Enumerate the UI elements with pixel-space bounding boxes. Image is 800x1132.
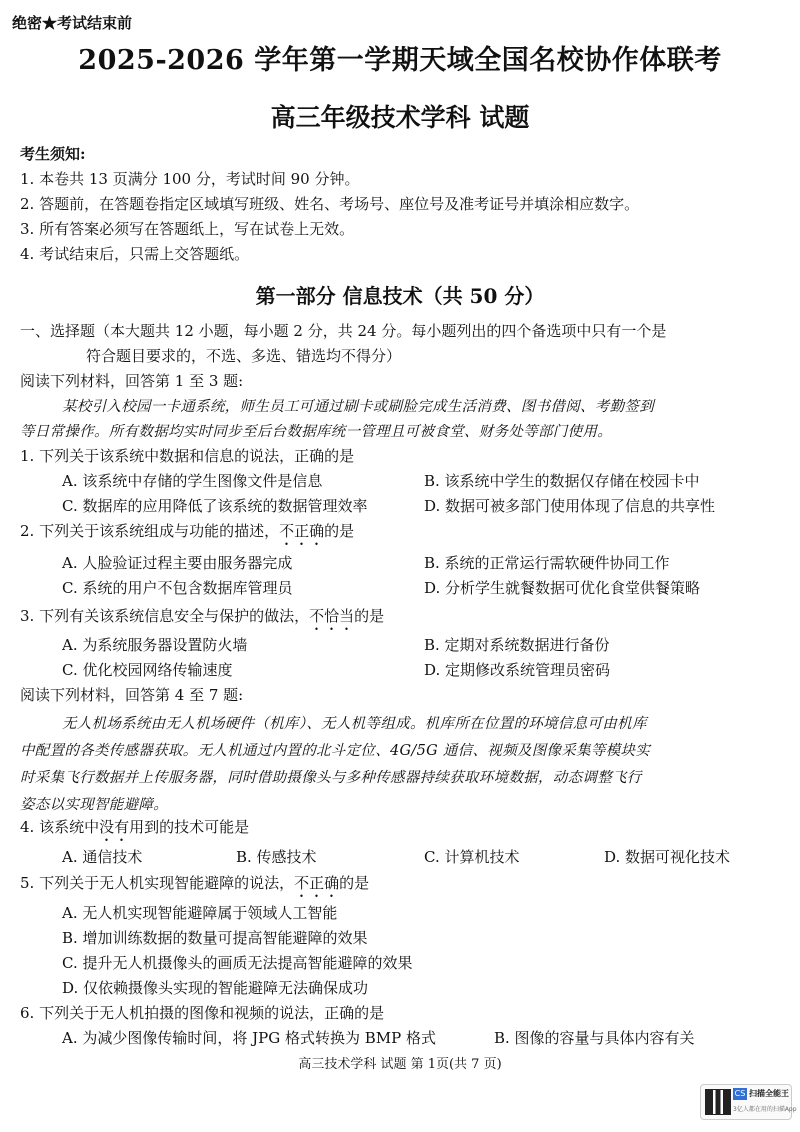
reading-material: 时采集飞行数据并上传服务器，同时借助摄像头与多种传感器持续获取环境数据，动态调整飞行 [20, 770, 642, 786]
question-6-stem: 6. 下列关于无人机拍摄的图像和视频的说法，正确的是 [20, 1004, 385, 1022]
question-3-option-b: B. 定期对系统数据进行备份 [424, 636, 610, 654]
question-3-stem [20, 605, 384, 634]
question-1-option-b: B. 该系统中学生的数据仅存储在校园卡中 [424, 472, 700, 490]
question-3-option-d: D. 定期修改系统管理员密码 [424, 661, 611, 679]
question-4-option-a: A. 通信技术 [62, 848, 143, 866]
note-item: 2. 答题前，在答题卷指定区域填写班级、姓名、考场号、座位号及准考证号并填涂相应数字。 [20, 195, 640, 213]
question-1-option-c: C. 数据库的应用降低了该系统的数据管理效率 [62, 497, 368, 515]
part-title: 第一部分 信息技术（共 50 分） [255, 284, 545, 308]
question-2-option-c: C. 系统的用户不包含数据库管理员 [62, 579, 293, 597]
stem-emphasis: 没有 [99, 818, 130, 836]
question-2-stem [20, 520, 354, 549]
question-1-stem: 1. 下列关于该系统中数据和信息的说法，正确的是 [20, 447, 355, 465]
stem-text: 的是 [324, 522, 355, 540]
confidential-label: 绝密★考试结束前 [12, 14, 133, 32]
notes-heading: 考生须知: [20, 145, 86, 163]
question-1-option-d: D. 数据可被多部门使用体现了信息的共享性 [424, 497, 716, 515]
section-instructions: 一、选择题（本大题共 12 小题，每小题 2 分，共 24 分。每小题列出的四个备选项中只有一个是 [20, 322, 667, 340]
question-4-option-d: D. 数据可视化技术 [604, 848, 731, 866]
reading-intro: 阅读下列材料，回答第 1 至 3 题: [20, 372, 244, 390]
reading-material: 等日常操作。所有数据均实时同步至后台数据库统一管理且可被食堂、财务处等部门使用。 [20, 424, 612, 440]
reading-material: 无人机场系统由无人机场硬件（机库）、无人机等组成。机库所在位置的环境信息可由机库 [62, 716, 647, 732]
stem-text: 3. 下列有关该系统信息安全与保护的做法， [20, 607, 310, 625]
scanner-app-name: 扫描全能王 [749, 1089, 789, 1098]
question-5-stem [20, 872, 369, 901]
scanner-logo: CS [734, 1089, 746, 1098]
scanner-app-tagline: 3亿人都在用的扫描App [733, 1106, 797, 1113]
stem-text: 5. 下列关于无人机实现智能避障的说法， [20, 874, 295, 892]
stem-emphasis: 不正确 [294, 874, 340, 892]
section-instructions-cont: 符合题目要求的，不选、多选、错选均不得分） [86, 347, 402, 365]
note-item: 4. 考试结束后，只需上交答题纸。 [20, 245, 250, 263]
question-4-option-c: C. 计算机技术 [424, 848, 520, 866]
question-3-option-c: C. 优化校园网络传输速度 [62, 661, 233, 679]
stem-text: 4. 该系统中 [20, 818, 100, 836]
question-2-option-d: D. 分析学生就餐数据可优化食堂供餐策略 [424, 579, 701, 597]
note-item: 3. 所有答案必须写在答题纸上，写在试卷上无效。 [20, 220, 355, 238]
reading-intro: 阅读下列材料，回答第 4 至 7 题: [20, 686, 244, 704]
question-5-option-d: D. 仅依赖摄像头实现的智能避障无法确保成功 [62, 979, 369, 997]
question-3-option-a: A. 为系统服务器设置防火墙 [62, 636, 248, 654]
scanner-watermark [700, 1084, 797, 1120]
question-1-option-a: A. 该系统中存储的学生图像文件是信息 [62, 472, 323, 490]
question-5-option-c: C. 提升无人机摄像头的画质无法提高智能避障的效果 [62, 954, 413, 972]
reading-material: 中配置的各类传感器获取。无人机通过内置的北斗定位、4G/5G 通信、视频及图像采集等模块实 [20, 743, 651, 759]
stem-text: 2. 下列关于该系统组成与功能的描述， [20, 522, 280, 540]
question-4-option-b: B. 传感技术 [236, 848, 317, 866]
question-6-option-b: B. 图像的容量与具体内容有关 [494, 1029, 695, 1047]
question-2-option-a: A. 人脸验证过程主要由服务器完成 [62, 554, 293, 572]
stem-text: 的是 [339, 874, 370, 892]
note-item: 1. 本卷共 13 页满分 100 分，考试时间 90 分钟。 [20, 170, 360, 188]
question-4-stem [20, 816, 249, 845]
exam-subtitle: 高三年级技术学科 试题 [270, 103, 530, 132]
page-footer: 高三技术学科 试题 第 1页(共 7 页) [298, 1057, 502, 1072]
question-5-option-b: B. 增加训练数据的数量可提高智能避障的效果 [62, 929, 368, 947]
question-5-option-a: A. 无人机实现智能避障属于领域人工智能 [62, 904, 338, 922]
question-6-option-a: A. 为减少图像传输时间，将 JPG 格式转换为 BMP 格式 [62, 1029, 437, 1047]
stem-text: 用到的技术可能是 [129, 818, 250, 836]
reading-material: 姿态以实现智能避障。 [20, 797, 168, 813]
stem-text: 的是 [354, 607, 385, 625]
qr-code-icon [705, 1089, 731, 1115]
stem-emphasis: 不恰当 [309, 607, 355, 625]
question-2-option-b: B. 系统的正常运行需软硬件协同工作 [424, 554, 670, 572]
reading-material: 某校引入校园一卡通系统，师生员工可通过刷卡或刷脸完成生活消费、图书借阅、考勤签到 [62, 399, 654, 415]
stem-emphasis: 不正确 [279, 522, 325, 540]
exam-title: 2025-2026 学年第一学期天域全国名校协作体联考 [78, 45, 722, 76]
